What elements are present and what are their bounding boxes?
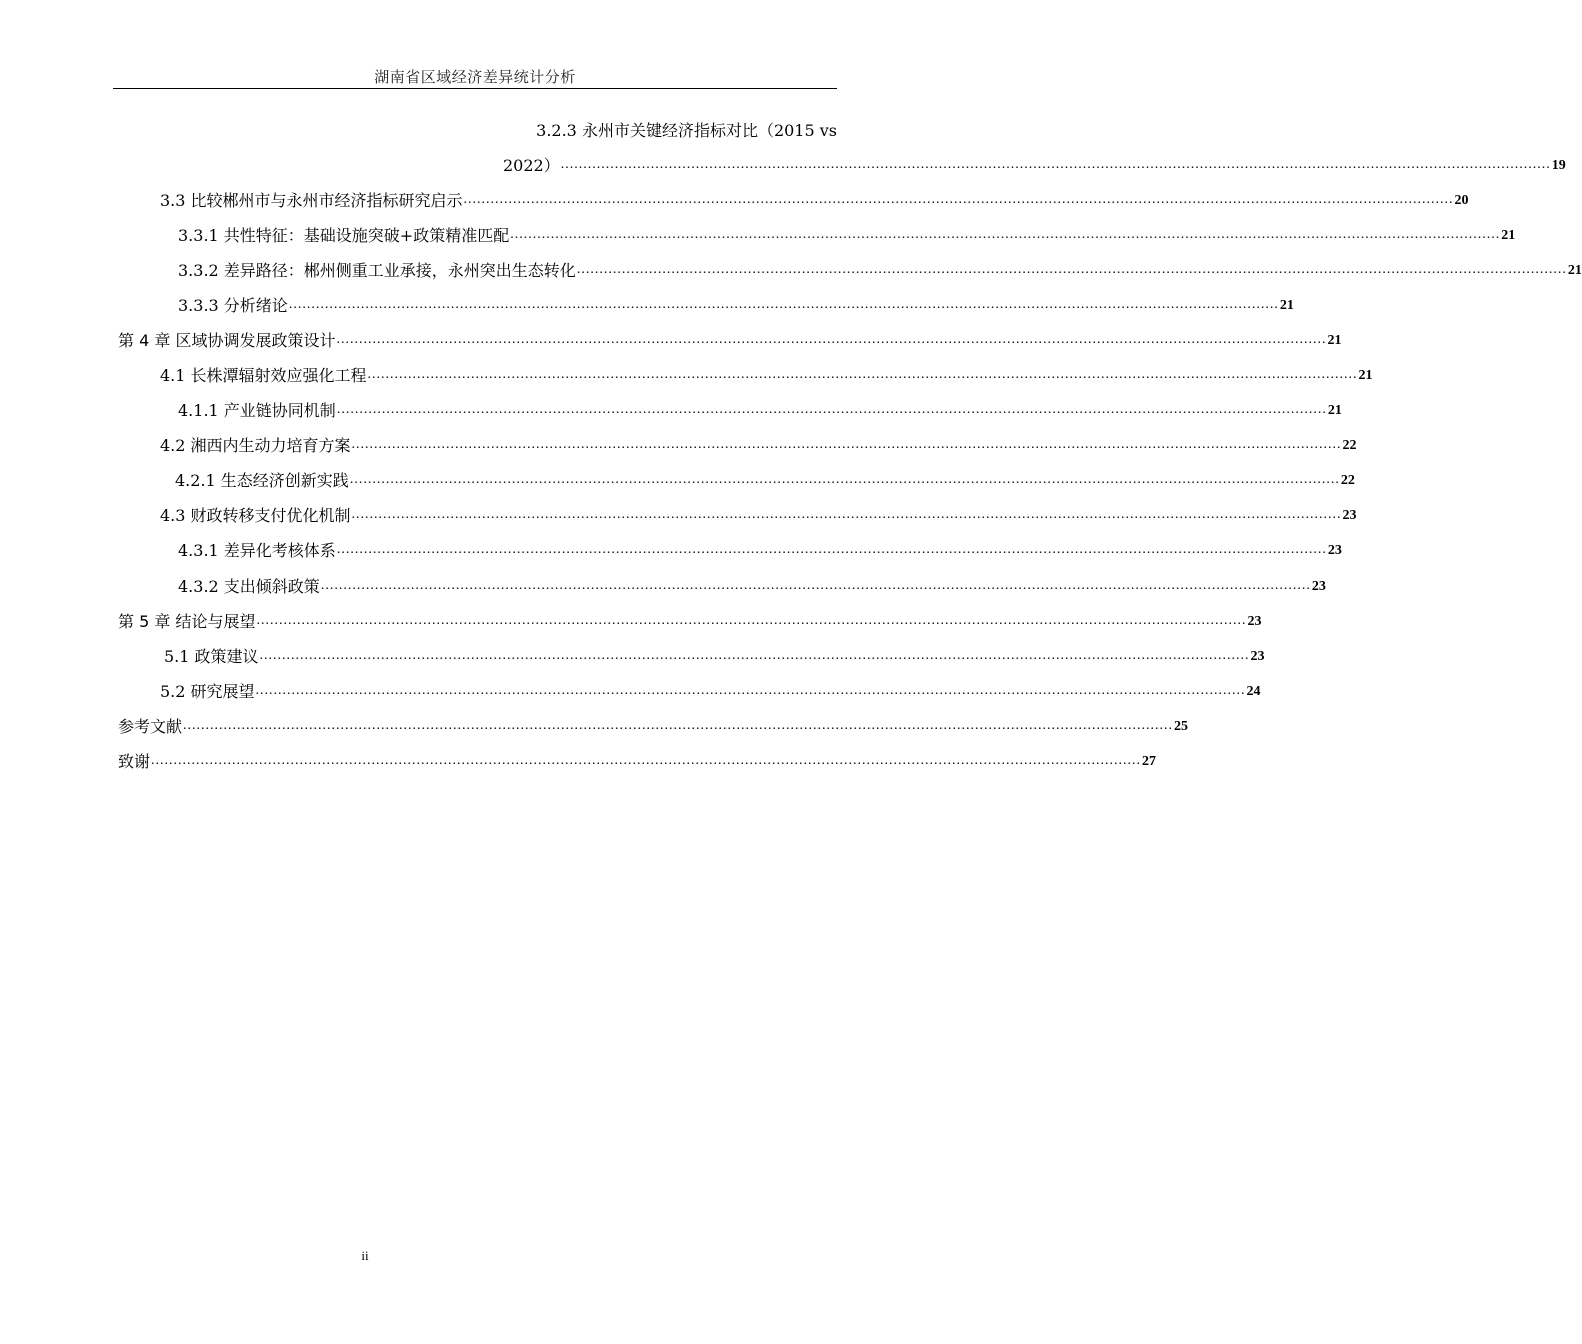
- toc-entry-page: 19: [1551, 158, 1566, 173]
- toc-dot-leader: ............................................................................................................................................................................................................................: [183, 718, 1174, 733]
- toc-dot-leader: ............................................................................................................................................................................................................................: [288, 297, 1279, 312]
- toc-dot-leader: ............................................................................................................................................................................................................................: [336, 332, 1327, 347]
- toc-entry-label: 3.3.2 差异路径：郴州侧重工业承接，永州突出生态转化: [178, 261, 576, 280]
- toc-entry-4-3-1[interactable]: [178, 540, 1342, 562]
- toc-entry-4-1-1[interactable]: [178, 400, 1342, 422]
- toc-entry-5-1[interactable]: [164, 646, 1265, 668]
- toc-entry-5-2[interactable]: [160, 681, 1261, 703]
- toc-entry-label: 4.3.2 支出倾斜政策: [178, 577, 320, 596]
- header-divider: [113, 88, 837, 89]
- toc-entry-label: 3.3 比较郴州市与永州市经济指标研究启示: [160, 191, 463, 210]
- toc-entry-3-3-1[interactable]: [178, 225, 1516, 247]
- toc-entry-page: 21: [1567, 263, 1582, 278]
- toc-entry-label: 第 4 章 区域协调发展政策设计: [118, 331, 336, 350]
- toc-entry-label: 致谢: [118, 752, 151, 771]
- toc-dot-leader: ............................................................................................................................................................................................................................: [256, 613, 1247, 628]
- toc-entry-label: 参考文献: [118, 717, 183, 736]
- toc-entry-label: 4.1.1 产业链协同机制: [178, 401, 336, 420]
- toc-entry-3-3[interactable]: [160, 190, 1469, 212]
- toc-entry-page: 23: [1342, 508, 1357, 523]
- toc-entry-label: 3.3.3 分析绪论: [178, 296, 288, 315]
- toc-entry-4-2-1[interactable]: [175, 470, 1355, 492]
- toc-entry-label: 4.3.1 差异化考核体系: [178, 541, 336, 560]
- toc-entry-page: 23: [1247, 614, 1262, 629]
- toc-entry-4-2[interactable]: [160, 435, 1357, 457]
- toc-entry-4-3-2[interactable]: [178, 576, 1326, 598]
- toc-entry-page: 20: [1454, 193, 1469, 208]
- toc-entry-chapter-5[interactable]: [118, 611, 1262, 633]
- toc-dot-leader: ............................................................................................................................................................................................................................: [351, 437, 1342, 452]
- toc-dot-leader: ............................................................................................................................................................................................................................: [463, 192, 1454, 207]
- toc-entry-page: 22: [1340, 473, 1355, 488]
- toc-dot-leader: ............................................................................................................................................................................................................................: [320, 578, 1311, 593]
- toc-entry-page: 25: [1174, 719, 1189, 734]
- toc-entry-page: 23: [1250, 649, 1265, 664]
- toc-dot-leader: ............................................................................................................................................................................................................................: [510, 227, 1501, 242]
- toc-entry-page: 21: [1358, 368, 1373, 383]
- page-number: ii: [361, 1248, 369, 1263]
- toc-entry-label: 4.2.1 生态经济创新实践: [175, 471, 349, 490]
- toc-dot-leader: ............................................................................................................................................................................................................................: [576, 262, 1567, 277]
- toc-entry-page: 23: [1311, 579, 1326, 594]
- toc-dot-leader: ............................................................................................................................................................................................................................: [351, 507, 1342, 522]
- toc-dot-leader: ............................................................................................................................................................................................................................: [336, 402, 1327, 417]
- toc-dot-leader: ............................................................................................................................................................................................................................: [259, 648, 1250, 663]
- toc-entry-3-3-3[interactable]: [178, 295, 1294, 317]
- toc-entry-3-2-3-line1[interactable]: 3.2.3 永州市关键经济指标对比（2015 vs: [536, 121, 837, 140]
- toc-entry-3-3-2[interactable]: [178, 260, 1582, 282]
- toc-entry-page: 24: [1246, 684, 1261, 699]
- toc-entry-page: 27: [1142, 754, 1157, 769]
- toc-dot-leader: ............................................................................................................................................................................................................................: [336, 542, 1327, 557]
- toc-entry-label: 3.3.1 共性特征：基础设施突破+政策精准匹配: [178, 226, 510, 245]
- toc-dot-leader: ............................................................................................................................................................................................................................: [367, 367, 1358, 382]
- toc-entry-3-2-3-line2[interactable]: [503, 155, 1566, 177]
- toc-entry-page: 21: [1327, 333, 1342, 348]
- toc-entry-page: 21: [1501, 228, 1516, 243]
- running-header: 湖南省区域经济差异统计分析: [374, 68, 576, 86]
- toc-entry-label: 4.3 财政转移支付优化机制: [160, 506, 351, 525]
- toc-entry-page: 21: [1327, 403, 1342, 418]
- toc-entry-label: 4.2 湘西内生动力培育方案: [160, 436, 351, 455]
- toc-entry-page: 23: [1327, 543, 1342, 558]
- toc-dot-leader: ............................................................................................................................................................................................................................: [349, 472, 1340, 487]
- toc-entry-chapter-4[interactable]: [118, 330, 1342, 352]
- toc-dot-leader: ............................................................................................................................................................................................................................: [255, 683, 1246, 698]
- toc-entry-references[interactable]: [118, 716, 1189, 738]
- toc-dot-leader: ............................................................................................................................................................................................................................: [560, 157, 1551, 172]
- toc-entry-page: 21: [1279, 298, 1294, 313]
- toc-entry-4-1[interactable]: [160, 365, 1373, 387]
- toc-entry-page: 22: [1342, 438, 1357, 453]
- toc-entry-label: 5.1 政策建议: [164, 647, 259, 666]
- toc-entry-4-3[interactable]: [160, 505, 1357, 527]
- toc-entry-label: 2022）: [503, 156, 560, 175]
- toc-entry-label: 第 5 章 结论与展望: [118, 612, 256, 631]
- toc-entry-label: 5.2 研究展望: [160, 682, 255, 701]
- toc-dot-leader: ............................................................................................................................................................................................................................: [151, 753, 1142, 768]
- toc-entry-label: 4.1 长株潭辐射效应强化工程: [160, 366, 367, 385]
- toc-entry-acknowledgements[interactable]: [118, 751, 1157, 773]
